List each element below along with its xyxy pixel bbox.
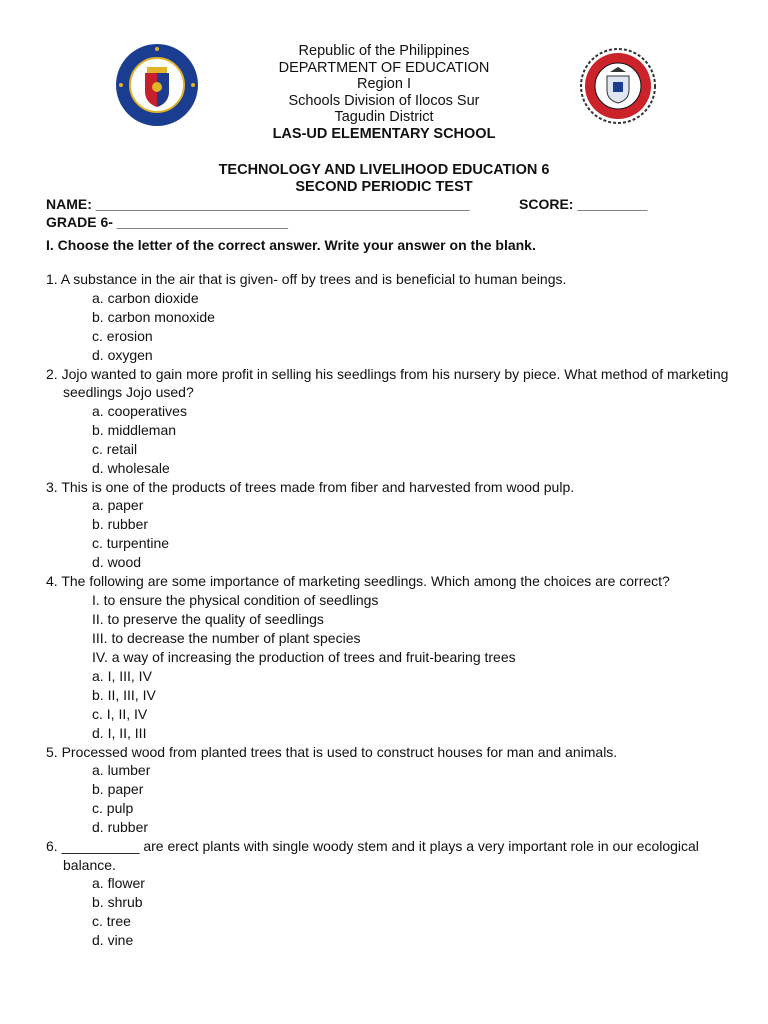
question-list xyxy=(46,270,736,950)
header-line-region: Region I xyxy=(356,76,411,92)
answer-option: c. erosion xyxy=(92,327,153,344)
answer-option: d. vine xyxy=(92,932,134,948)
answer-option: a. carbon dioxide xyxy=(92,289,199,306)
answer-option: c. turpentine xyxy=(92,535,170,551)
answer-option: a. cooperatives xyxy=(92,402,187,419)
question-text: 6. __________ are erect plants with single woody stem and it plays a very important role in our ecological balance. xyxy=(46,838,699,873)
question-text: 1. A substance in the air that is given- off by trees and is beneficial to human beings. xyxy=(46,271,567,287)
header-block xyxy=(0,43,768,142)
header-line-district: Tagudin District xyxy=(334,109,434,125)
answer-option: c. retail xyxy=(92,440,138,457)
question-text: 4. The following are some importance of marketing seedlings. Which among the choices are correct? xyxy=(46,573,670,589)
grade-field[interactable]: GRADE 6- ______________________ xyxy=(46,214,289,230)
answer-option: a. I, III, IV xyxy=(92,667,152,684)
answer-option: IV. a way of increasing the production of trees and fruit-bearing trees xyxy=(92,648,516,665)
name-field[interactable]: NAME: ________________________________________________ xyxy=(46,196,470,212)
answer-option: a. paper xyxy=(92,497,144,513)
header-line-republic: Republic of the Philippines xyxy=(298,43,470,59)
answer-option: a. lumber xyxy=(92,762,151,778)
header-line-division: Schools Division of Ilocos Sur xyxy=(288,92,480,109)
answer-option: III. to decrease the number of plant species xyxy=(92,629,361,646)
header-line-deped: DEPARTMENT OF EDUCATION xyxy=(278,59,490,76)
question-text: 5. Processed wood from planted trees that is used to construct houses for man and animals. xyxy=(46,743,618,760)
question-1 xyxy=(46,270,736,365)
answer-option: b. shrub xyxy=(92,894,143,910)
question-text: 3. This is one of the products of trees made from fiber and harvested from wood pulp. xyxy=(46,478,575,495)
answer-option: I. to ensure the physical condition of seedlings xyxy=(92,591,379,608)
answer-option: b. II, III, IV xyxy=(92,686,156,703)
answer-option: d. I, II, III xyxy=(92,724,147,741)
answer-option: c. tree xyxy=(92,913,131,929)
answer-option: d. oxygen xyxy=(92,346,153,363)
subject-title: TECHNOLOGY AND LIVELIHOOD EDUCATION 6 xyxy=(218,162,550,178)
answer-option: II. to preserve the quality of seedlings xyxy=(92,610,324,627)
answer-option: d. wood xyxy=(92,554,142,570)
answer-option: d. rubber xyxy=(92,819,149,835)
score-field[interactable]: SCORE: _________ xyxy=(519,196,648,212)
instruction-text: I. Choose the letter of the correct answer. Write your answer on the blank. xyxy=(46,237,536,253)
test-title: SECOND PERIODIC TEST xyxy=(295,178,473,195)
answer-option: c. I, II, IV xyxy=(92,705,148,722)
answer-option: b. middleman xyxy=(92,421,177,438)
answer-option: b. rubber xyxy=(92,516,149,532)
question-4 xyxy=(46,572,736,743)
test-title-block xyxy=(0,162,768,195)
answer-option: c. pulp xyxy=(92,800,134,816)
question-2 xyxy=(46,365,736,478)
answer-option: d. wholesale xyxy=(92,459,170,476)
answer-option: b. paper xyxy=(92,781,144,797)
answer-option: b. carbon monoxide xyxy=(92,308,215,325)
question-5 xyxy=(46,743,736,838)
question-6 xyxy=(46,837,736,950)
question-3 xyxy=(46,478,736,573)
question-text: 2. Jojo wanted to gain more profit in selling his seedlings from his nursery by piece. What method of marketing seedlings Jojo used? xyxy=(46,365,729,400)
school-name: LAS-UD ELEMENTARY SCHOOL xyxy=(272,125,496,142)
answer-option: a. flower xyxy=(92,875,145,891)
